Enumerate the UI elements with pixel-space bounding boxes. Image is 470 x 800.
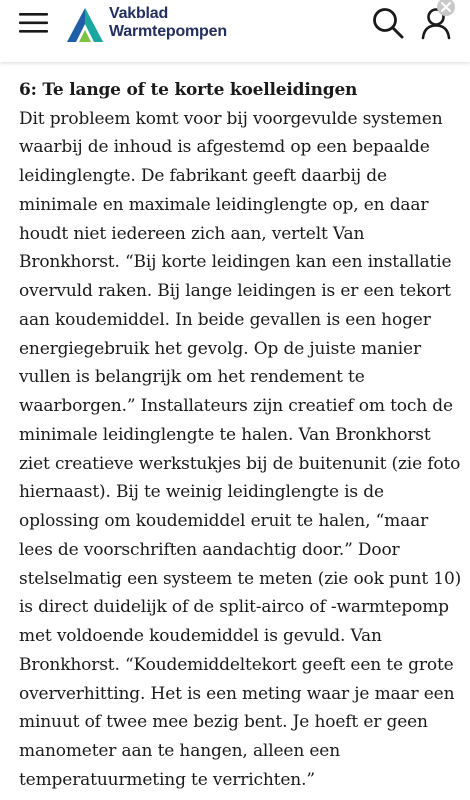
- section-heading: 6: Te lange of te korte koelleidingen: [19, 80, 358, 100]
- brand-line-2: Warmtepompen: [109, 23, 227, 40]
- paragraph-line: leidinglengte. De fabrikant geeft daarbij de: [19, 166, 387, 186]
- paragraph-line: minimale en maximale leidinglengte op, en daar: [19, 194, 429, 215]
- paragraph-line: oververhitting. Het is een meting waar je maar een: [19, 683, 455, 704]
- paragraph-line: oplossing om koudemiddel eruit te halen, “maar: [19, 511, 429, 531]
- paragraph-line: Bronkhorst. “Koudemiddeltekort geeft een te grote: [19, 654, 454, 675]
- paragraph-line: aan koudemiddel. In beide gevallen is een hoger: [19, 309, 431, 330]
- paragraph-line: met voldoende koudemiddel is gevuld. Van: [19, 626, 382, 646]
- close-icon: [440, 1, 452, 13]
- paragraph-line: hiernaast). Bij te weinig leidinglengte is de: [19, 482, 384, 503]
- search-icon[interactable]: [371, 6, 405, 40]
- hamburger-menu-icon[interactable]: [19, 10, 49, 36]
- article-paragraph: [19, 105, 462, 795]
- paragraph-line: stelselmatig een systeem te meten (zie ook punt 10): [19, 568, 462, 589]
- paragraph-line: vullen is belangrijk om het rendement te: [19, 367, 365, 388]
- article-section: [19, 76, 462, 795]
- paragraph-line: houdt niet iedereen zich aan, vertelt Van: [19, 223, 365, 244]
- paragraph-line: temperatuurmeting te verrichten.”: [19, 769, 315, 790]
- paragraph-line: minuut of twee mee bezig bent. Je hoeft er geen: [19, 712, 428, 733]
- paragraph-line: is direct duidelijk of de split-airco of -warmtepomp: [19, 597, 449, 618]
- paragraph-line: manometer aan te hangen, alleen een: [19, 741, 340, 761]
- paragraph-line: Dit probleem komt voor bij voorgevulde systemen: [19, 108, 443, 129]
- site-header: [0, 0, 470, 62]
- brand-line-1: Vakblad: [109, 5, 169, 22]
- paragraph-line: waarborgen.” Installateurs zijn creatief om toch de: [19, 396, 453, 416]
- paragraph-line: lees de voorschriften aandachtig door.” Door: [19, 539, 400, 560]
- paragraph-line: Bronkhorst. “Bij korte leidingen kan een installatie: [19, 252, 452, 273]
- site-logo[interactable]: [66, 5, 256, 45]
- paragraph-line: energiegebruik het gevolg. Op de juiste manier: [19, 338, 421, 359]
- paragraph-line: minimale leidinglengte te halen. Van Bronkhorst: [19, 424, 431, 445]
- logo-mark-icon: [66, 7, 104, 43]
- brand-name: [109, 5, 227, 41]
- paragraph-line: overvuld raken. Bij lange leidingen is er een tekort: [19, 281, 451, 301]
- paragraph-line: ziet creatieve werkstukjes bij de buitenunit (zie foto: [19, 453, 461, 474]
- paragraph-line: waarbij de inhoud is afgestemd op een bepaalde: [19, 137, 430, 158]
